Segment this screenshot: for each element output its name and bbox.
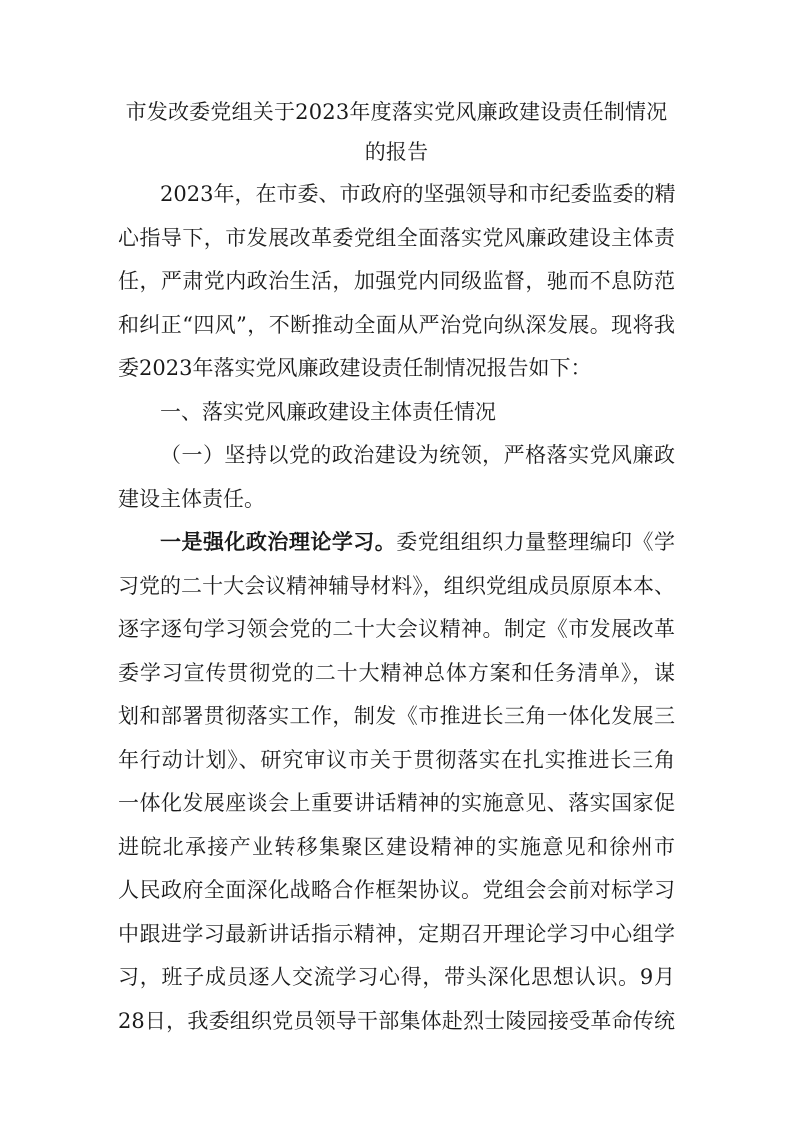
point-1-line: 人民政府全面深化战略合作框架协议。党组会会前对标学习 — [118, 878, 675, 902]
point-1-line: 年行动计划》、研究审议市关于贯彻落实在扎实推进长三角 — [118, 748, 675, 772]
point-1-line: 习，班子成员逐人交流学习心得，带头深化思想认识。9月 — [118, 965, 675, 989]
point-1-first-rest: 委党组组织力量整理编印《学 — [396, 530, 676, 554]
intro-line-1: 2023年，在市委、市政府的坚强领导和市纪委监委的精 — [160, 182, 676, 206]
point-1-line: 委学习宣传贯彻党的二十大精神总体方案和任务清单》，谋 — [118, 661, 675, 685]
subsection-heading-line-2: 建设主体责任。 — [118, 487, 265, 511]
document-title-line-1: 市发改委党组关于2023年度落实党风廉政建设责任制情况 — [125, 100, 668, 124]
point-1-line: 中跟进学习最新讲话指示精神，定期召开理论学习中心组学 — [118, 922, 675, 946]
point-1-line: 划和部署贯彻落实工作，制发《市推进长三角一体化发展三 — [118, 704, 675, 728]
point-1-first-line — [160, 529, 675, 555]
intro-line-5: 委2023年落实党风廉政建设责任制情况报告如下： — [118, 356, 592, 380]
point-1-lead: 一是强化政治理论学习。 — [160, 529, 397, 554]
point-1-line: 习党的二十大会议精神辅导材料》，组织党组成员原原本本、 — [118, 574, 675, 598]
intro-line-3: 任，严肃党内政治生活，加强党内同级监督，驰而不息防范 — [118, 269, 675, 293]
point-1-line: 28日，我委组织党员领导干部集体赴烈士陵园接受革命传统 — [118, 1009, 675, 1033]
point-1-line: 逐字逐句学习领会党的二十大会议精神。制定《市发展改革 — [118, 617, 675, 641]
document-title-line-2: 的报告 — [364, 140, 429, 164]
subsection-heading-line-1: （一）坚持以党的政治建设为统领，严格落实党风廉政 — [160, 443, 675, 467]
intro-line-4: 和纠正“四风”，不断推动全面从严治党向纵深发展。现将我 — [118, 313, 675, 337]
section-heading-1: 一、落实党风廉政建设主体责任情况 — [160, 400, 496, 424]
intro-line-2: 心指导下，市发展改革委党组全面落实党风廉政建设主体责 — [118, 226, 675, 250]
point-1-line: 进皖北承接产业转移集聚区建设精神的实施意见和徐州市 — [118, 835, 675, 859]
point-1-line: 一体化发展座谈会上重要讲话精神的实施意见、落实国家促 — [118, 791, 675, 815]
